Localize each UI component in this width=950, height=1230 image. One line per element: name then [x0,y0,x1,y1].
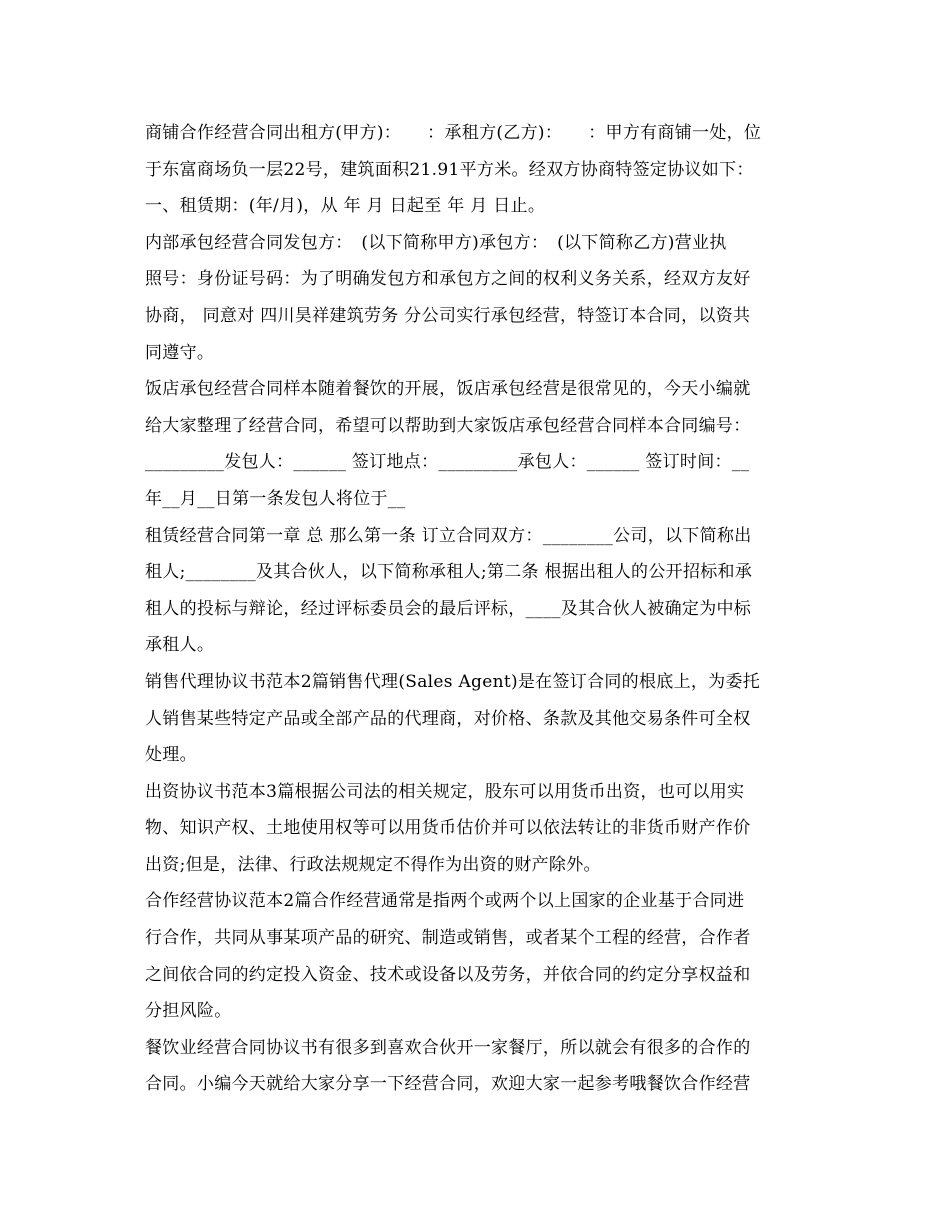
paragraph-catering-agreement [145,1030,810,1103]
text-line: 承租人。 [145,635,215,656]
paragraph-capital-contribution [145,774,810,884]
text-line: 照号：身份证号码：为了明确发包方和承包方之间的权利义务关系，经双方友好 [145,269,751,290]
text-line: 分担风险。 [145,1001,232,1022]
text-line: 处理。 [145,745,197,766]
paragraph-lease-contract [145,518,810,664]
text-line: 人销售某些特定产品或全部产品的代理商，对价格、条款及其他交易条件可全权 [145,708,751,729]
text-line: 一、租赁期：(年/月)，从 年 月 日起至 年 月 日止。 [145,196,546,217]
paragraph-restaurant-contract [145,371,810,517]
text-line: 餐饮业经营合同协议书有很多到喜欢合伙开一家餐厅，所以就会有很多的合作的 [145,1037,751,1058]
text-line: 合同。小编今天就给大家分享一下经营合同，欢迎大家一起参考哦餐饮合作经营 [145,1074,751,1095]
paragraph-internal-contract [145,225,810,371]
text-line: 物、知识产权、土地使用权等可以用货币估价并可以依法转让的非货币财产作价 [145,818,751,839]
text-line: 租赁经营合同第一章 总 那么第一条 订立合同双方：________公司，以下简称出 [145,525,752,546]
paragraph-shop-cooperation [145,115,810,225]
text-line: 同遵守。 [145,342,215,363]
text-line: 协商， 同意对 四川昊祥建筑劳务 分公司实行承包经营，特签订本合同，以资共 [145,305,751,326]
text-line: 行合作，共同从事某项产品的研究、制造或销售，或者某个工程的经营，合作者 [145,928,751,949]
text-line: 之间依合同的约定投入资金、技术或设备以及劳务，并依合同的约定分享权益和 [145,964,751,985]
text-line: _________发包人：______ 签订地点：_________承包人：______ 签订时间：__ [145,452,750,473]
text-line: 年__月__日第一条发包人将位于__ [145,488,406,509]
text-line: 合作经营协议范本2篇合作经营通常是指两个或两个以上国家的企业基于合同进 [145,891,745,912]
text-line: 商铺合作经营合同出租方(甲方)： ：承租方(乙方)： ：甲方有商铺一处，位 [145,123,762,143]
text-line: 于东富商场负一层22号，建筑面积21.91平方米。经双方协商特签定协议如下： [145,159,754,180]
text-line: 销售代理协议书范本2篇销售代理(Sales Agent)是在签订合同的根底上，为委托 [145,671,761,692]
text-line: 出资;但是，法律、行政法规规定不得作为出资的财产除外。 [145,854,601,875]
text-line: 给大家整理了经营合同，希望可以帮助到大家饭店承包经营合同样本合同编号： [145,415,751,436]
text-line: 内部承包经营合同发包方： (以下简称甲方)承包方： (以下简称乙方)营业执 [145,232,727,253]
document-body [145,115,810,1103]
paragraph-sales-agent [145,664,810,774]
paragraph-cooperative-operation [145,883,810,1029]
text-line: 租人的投标与辩论，经过评标委员会的最后评标，____及其合伙人被确定为中标 [145,598,752,619]
text-line: 出资协议书范本3篇根据公司法的相关规定，股东可以用货币出资，也可以用实 [145,781,745,802]
text-line: 饭店承包经营合同样本随着餐饮的开展，饭店承包经营是很常见的，今天小编就 [145,379,751,400]
text-line: 租人;________及其合伙人，以下简称承租人;第二条 根据出租人的公开招标和承 [145,562,753,583]
